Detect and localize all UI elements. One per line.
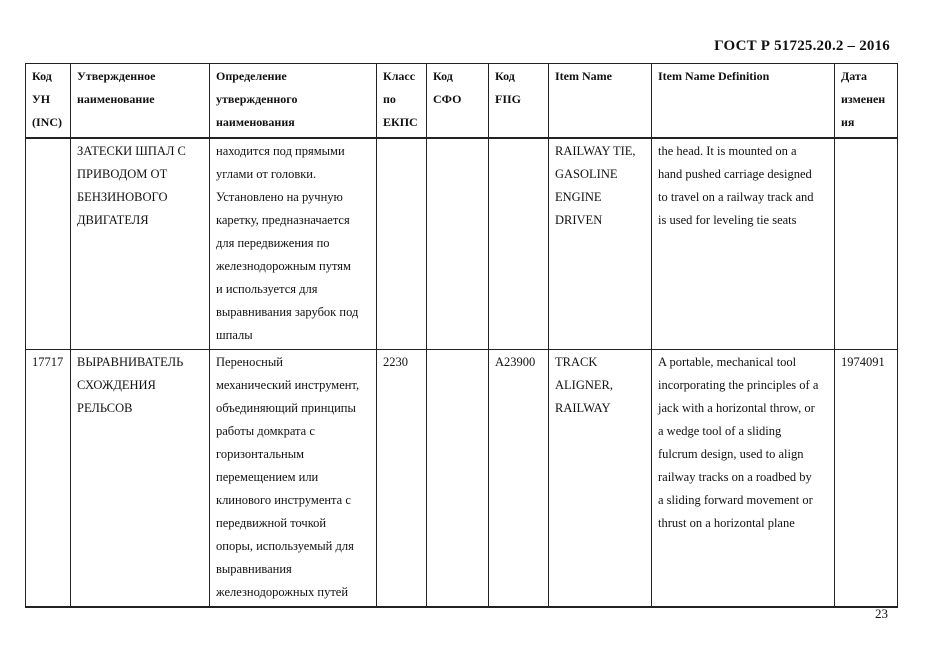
cell-item-name: RAILWAY TIE, GASOLINE ENGINE DRIVEN	[549, 138, 652, 350]
cell-code-fiig: A23900	[489, 349, 549, 607]
cell-code-fiig	[489, 138, 549, 350]
table-row	[26, 138, 898, 350]
cell-item-name-definition: A portable, mechanical tool incorporating the principles of a jack with a horizontal throw, or a wedge tool of a sliding fulcrum design, used to align railway tracks on a roadbed by a sliding forward movement or thrust on a horizontal plane	[652, 349, 835, 607]
header-change-date: Дата изменен ия	[835, 64, 898, 138]
cell-item-name: TRACK ALIGNER, RAILWAY	[549, 349, 652, 607]
page-number: 23	[875, 606, 888, 621]
header-code-sfo: Код СФО	[427, 64, 489, 138]
cell-code-sfo	[427, 138, 489, 350]
cell-class-ekps: 2230	[377, 349, 427, 607]
table-header-row	[26, 64, 898, 138]
header-code-fiig: Код FIIG	[489, 64, 549, 138]
nomenclature-table	[25, 63, 898, 608]
header-code-inc: Код УН (INC)	[26, 64, 71, 138]
header-class-ekps: Класс по ЕКПС	[377, 64, 427, 138]
header-item-name: Item Name	[549, 64, 652, 138]
cell-definition: находится под прямыми углами от головки. Установлено на ручную каретку, предназначается для передвижения по железнодорожным путям и используется для выравнивания зарубок под шпалы	[210, 138, 377, 350]
document-title: ГОСТ Р 51725.20.2 – 2016	[714, 38, 890, 54]
cell-change-date: 1974091	[835, 349, 898, 607]
cell-change-date	[835, 138, 898, 350]
header-approved-name: Утвержденное наименование	[71, 64, 210, 138]
table-row	[26, 349, 898, 607]
cell-approved-name: ЗАТЕСКИ ШПАЛ С ПРИВОДОМ ОТ БЕНЗИНОВОГО ДВИГАТЕЛЯ	[71, 138, 210, 350]
cell-class-ekps	[377, 138, 427, 350]
cell-definition: Переносный механический инструмент, объединяющий принципы работы домкрата с горизонтальным перемещением или клинового инструмента с передвижной точкой опоры, используемый для выравнивания железнодорожных путей	[210, 349, 377, 607]
cell-code-inc	[26, 138, 71, 350]
cell-item-name-definition: the head. It is mounted on a hand pushed carriage designed to travel on a railway track and is used for leveling tie seats	[652, 138, 835, 350]
cell-code-sfo	[427, 349, 489, 607]
cell-approved-name: ВЫРАВНИВАТЕЛЬ СХОЖДЕНИЯ РЕЛЬСОВ	[71, 349, 210, 607]
header-item-name-definition: Item Name Definition	[652, 64, 835, 138]
header-definition: Определение утвержденного наименования	[210, 64, 377, 138]
cell-code-inc: 17717	[26, 349, 71, 607]
